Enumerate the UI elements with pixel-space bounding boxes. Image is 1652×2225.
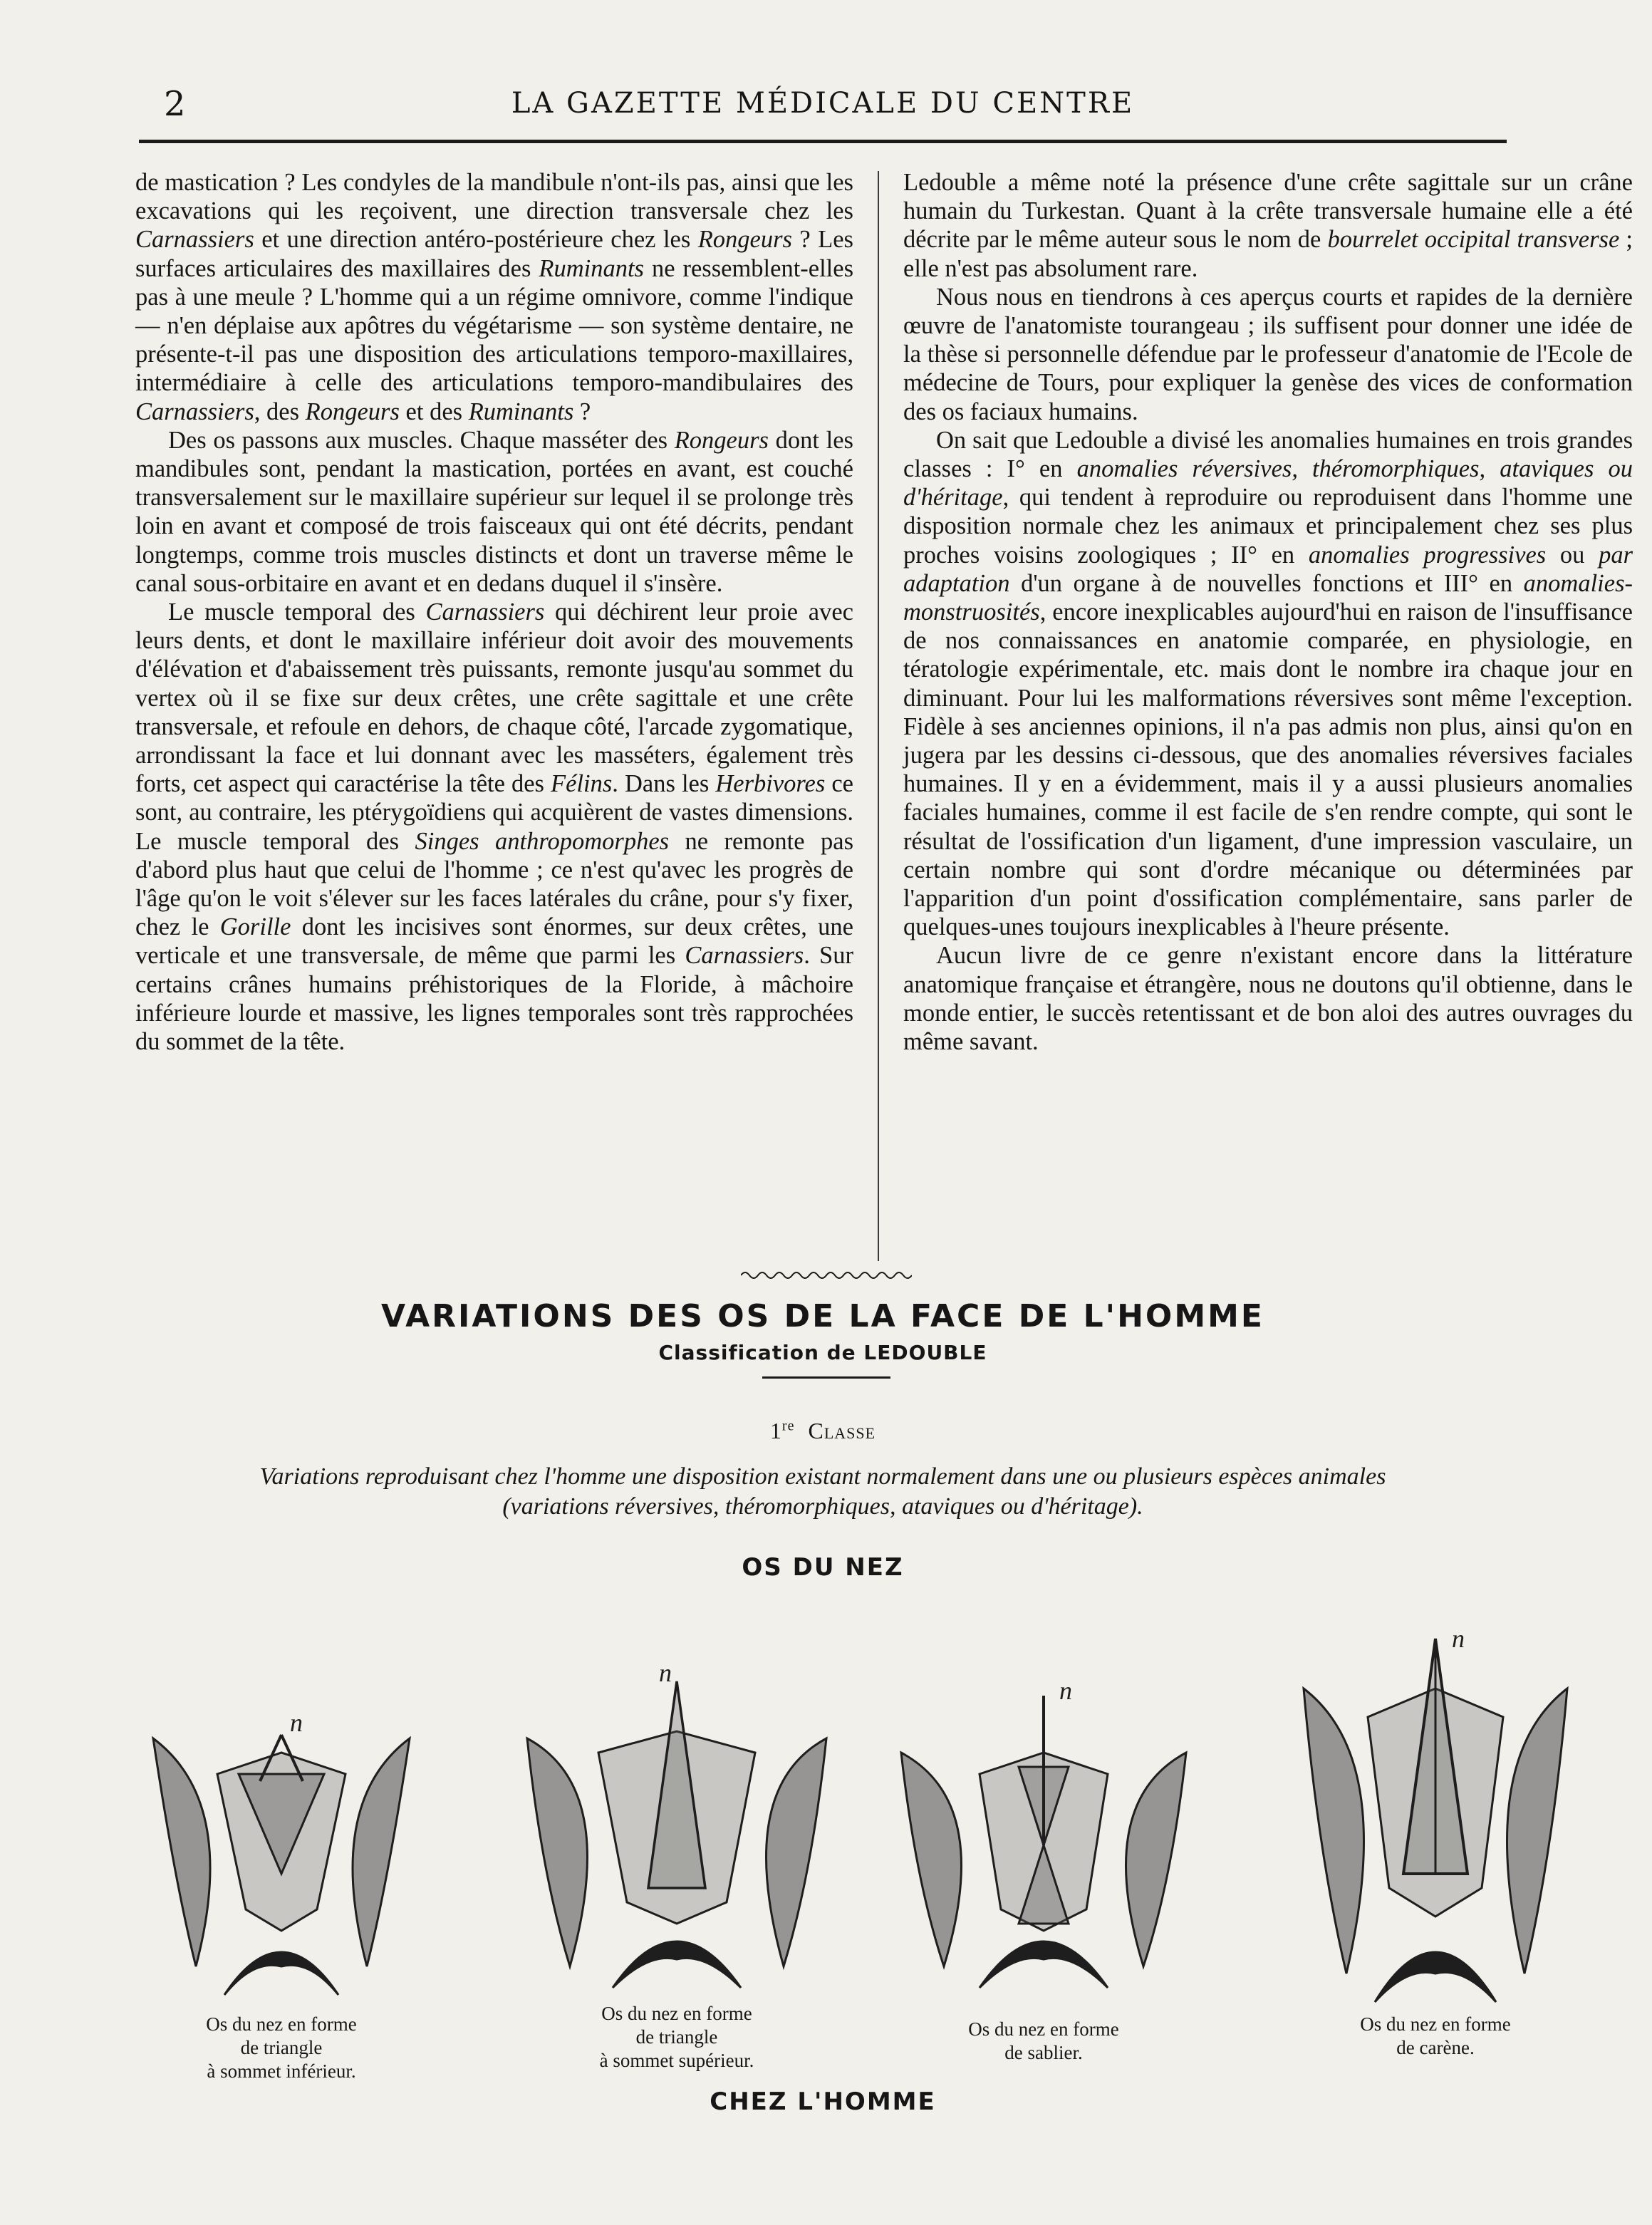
figure-label-n: n bbox=[1452, 1624, 1465, 1653]
figure-label-n: n bbox=[659, 1660, 672, 1687]
wavy-ornament bbox=[741, 1270, 912, 1281]
figure-caption-2: Os du nez en forme de triangle à sommet supérieur. bbox=[599, 2003, 754, 2071]
figure-sablier bbox=[880, 1667, 1207, 2080]
text-run: dont les incisives sont énormes, sur deux crêtes, une verticale et une transversale, de même que parmi les bbox=[135, 913, 853, 970]
paragraph bbox=[903, 168, 1633, 283]
italic-term: Carnassiers bbox=[685, 942, 804, 970]
nasal-bone-drawing-2 bbox=[513, 1660, 841, 2002]
text-run: qui déchirent leur proie avec leurs dents, et dont le maxillaire inférieur doit avoir des mouvements d'élévation et d'abaissement très puissants, remonte jusqu'au sommet du vertex où il se fixe sur deux crêtes, une crête sagittale et une crête transversale, et refoule en dehors, de chaque côté, l'arcade zygomatique, arrondissant la face et lui donnant avec les masséters, également très forts, cet aspect qui caractérise la tête des bbox=[135, 598, 853, 798]
italic-term: bourrelet occipital transverse bbox=[1327, 226, 1620, 254]
classe-superscript: re bbox=[781, 1418, 795, 1434]
text-run: d'un organe à de nouvelles fonctions et III° en bbox=[1009, 569, 1524, 597]
paragraph bbox=[903, 283, 1633, 426]
italic-term: Rongeurs bbox=[697, 226, 792, 254]
italic-term: anomalies progressives bbox=[1308, 541, 1547, 569]
nasal-bone-drawing-4 bbox=[1282, 1617, 1589, 2009]
nasal-bone-drawing-3 bbox=[880, 1667, 1207, 1995]
text-run: On sait que Ledouble a divisé les anomalies humaines en trois grandes classes : I° en bbox=[903, 426, 1633, 483]
italic-term: Félins bbox=[551, 770, 613, 798]
italic-term: Ruminants bbox=[539, 254, 644, 282]
figure-carene bbox=[1282, 1617, 1589, 2080]
section-rule bbox=[762, 1376, 890, 1379]
figure-caption-4: Os du nez en forme de carène. bbox=[1360, 2013, 1511, 2058]
figure-label-n: n bbox=[1059, 1676, 1072, 1705]
page-header bbox=[142, 84, 1503, 134]
page-number: 2 bbox=[164, 84, 186, 124]
right-column bbox=[903, 168, 1633, 1056]
text-run: Le muscle temporal des bbox=[168, 598, 426, 626]
figure-caption-3: Os du nez en forme de sablier. bbox=[968, 2018, 1119, 2063]
paragraph bbox=[135, 598, 853, 1056]
text-run: . Dans les bbox=[612, 770, 716, 798]
text-run: , des bbox=[254, 398, 306, 425]
classe-number: 1 bbox=[769, 1418, 782, 1443]
figure-label-n: n bbox=[290, 1708, 303, 1737]
italic-term: Rongeurs bbox=[305, 398, 400, 425]
figure-triangle-superieur bbox=[513, 1660, 841, 2080]
text-run: ? bbox=[573, 398, 591, 425]
italic-term: Rongeurs bbox=[674, 426, 769, 454]
classe-heading bbox=[139, 1418, 1507, 1444]
text-run: dont les mandibules sont, pendant la mastication, portées en avant, est couché transversalement sur le maxillaire supérieur sur lequel il se prolonge très loin en avant et composé de trois faisceaux qui ont été décrits, pendant longtemps, comme trois muscles distincts et dont un traverse même le canal sous-orbitaire en avant et en dedans duquel il s'insère. bbox=[135, 426, 853, 597]
text-run: ? Les surfaces articulaires des maxillaires des bbox=[135, 226, 853, 282]
italic-term: Ruminants bbox=[468, 398, 574, 425]
italic-term: Carnassiers bbox=[135, 226, 254, 254]
classe-description-line-1: Variations reproduisant chez l'homme une disposition existant normalement dans une ou plusieurs espèces animales bbox=[259, 1463, 1386, 1490]
section-title: VARIATIONS DES OS DE LA FACE DE L'HOMME bbox=[381, 1298, 1264, 1334]
text-run: Ledouble a même noté la présence d'une crête sagittale sur un crâne humain du Turkestan. Quant à la crête transversale humaine elle a été décrite par le même auteur sous le nom de bbox=[903, 169, 1633, 254]
classe-description bbox=[142, 1462, 1503, 1522]
text-run: et une direction antéro-postérieure chez les bbox=[254, 226, 698, 254]
italic-term: anomalies-monstruosités bbox=[903, 569, 1633, 626]
italic-term: par adaptation bbox=[903, 541, 1633, 597]
text-run: ce sont, au contraire, les ptérygoïdiens qui acquièrent de vastes dimensions. Le muscle temporal des bbox=[135, 770, 853, 855]
left-column bbox=[135, 168, 853, 1056]
paragraph bbox=[135, 168, 853, 426]
nasal-bone-drawing-1 bbox=[132, 1696, 431, 2009]
italic-term: Singes anthropomorphes bbox=[415, 827, 670, 855]
section-subtitle: Classification de LEDOUBLE bbox=[658, 1341, 987, 1364]
italic-term: anomalies réversives, théromorphiques, ataviques ou d'héritage bbox=[903, 455, 1633, 512]
text-run: ; elle n'est pas absolument rare. bbox=[903, 226, 1633, 282]
text-run: . Sur certains crânes humains préhistoriques de la Floride, à mâchoire inférieure lourde et massive, les lignes temporales sont très rapprochées du sommet de la tête. bbox=[135, 942, 853, 1056]
text-run: ne ressemblent-elles pas à une meule ? L'homme qui a un régime omnivore, comme l'indique — n'en déplaise aux apôtres du végétarisme — son système dentaire, ne présente-t-il pas une disposition des articulations temporo-maxillaires, intermédiaire à celle des articulations temporo-mandibulaires des bbox=[135, 254, 853, 397]
os-du-nez-heading: OS DU NEZ bbox=[742, 1553, 904, 1582]
italic-term: Carnassiers bbox=[135, 398, 254, 425]
chez-lhomme-heading: CHEZ L'HOMME bbox=[710, 2087, 936, 2116]
text-run: , encore inexplicables aujourd'hui en raison de l'insuffisance de nos connaissances en anatomie comparée, en physiologie, en tératologie expérimentale, etc. mais dont le nombre ira chaque jour en diminuant. Pour lui les malformations réversives sont même l'exception. Fidèle à ses anciennes opinions, il n'a pas admis non plus, ainsi qu'on en jugera par les dessins ci-dessous, que des anomalies réversives faciales humaines. Il y en a évidemment, mais il y a aussi plusieurs anomalies faciales humaines, comme il est facile de s'en rendre compte, qui sont le résultat de l'ossification d'un ligament, d'une impression vasculaire, un certain nombre qui sont d'ordre mécanique ou déterminées par l'apparition d'un point d'ossification complémentaire, sans parler de quelques-unes toujours inexplicables à l'heure présente. bbox=[903, 598, 1633, 941]
text-run: Des os passons aux muscles. Chaque masséter des bbox=[168, 426, 675, 454]
italic-term: Gorille bbox=[219, 913, 291, 941]
text-run: ne remonte pas d'abord plus haut que celui de l'homme ; ce n'est qu'avec les progrès de l'âge qu'on le voit s'élever sur les faces latérales du crâne, pour s'y fixer, chez le bbox=[135, 827, 853, 941]
running-title: LA GAZETTE MÉDICALE DU CENTRE bbox=[511, 87, 1135, 120]
figure-caption-1: Os du nez en forme de triangle à sommet inférieur. bbox=[206, 2013, 357, 2082]
text-run: Aucun livre de ce genre n'existant encore dans la littérature anatomique française et étrangère, nous ne doutons qu'il obtienne, dans le monde entier, le succès retentissant et de bon aloi des autres ouvrages du même savant. bbox=[903, 942, 1633, 1056]
paragraph bbox=[903, 941, 1633, 1056]
text-run: et des bbox=[399, 398, 469, 425]
text-run: ou bbox=[1546, 541, 1599, 569]
italic-term: Herbivores bbox=[715, 770, 826, 798]
text-run: Nous nous en tiendrons à ces aperçus courts et rapides de la dernière œuvre de l'anatomiste tourangeau ; ils suffisent pour donner une idée de la thèse si personnelle défendue par le professeur d'anatomie de l'Ecole de médecine de Tours, pour expliquer la genèse des vices de conformation des os faciaux humains. bbox=[903, 283, 1633, 425]
figure-triangle-inferieur bbox=[132, 1696, 431, 2080]
classe-description-line-2: (variations réversives, théromorphiques, ataviques ou d'héritage). bbox=[502, 1493, 1143, 1520]
column-divider bbox=[878, 171, 879, 1261]
text-run: de mastication ? Les condyles de la mandibule n'ont-ils pas, ainsi que les excavations qui les reçoivent, une direction transversale chez les bbox=[135, 169, 853, 225]
paragraph bbox=[135, 426, 853, 598]
italic-term: Carnassiers bbox=[425, 598, 545, 626]
text-run: , qui tendent à reproduire ou reproduisent dans l'homme une disposition normale chez les animaux et principalement chez ses plus proches voisins zoologiques ; II° en bbox=[903, 484, 1633, 569]
header-rule bbox=[139, 140, 1507, 143]
classe-word: Classe bbox=[808, 1418, 876, 1443]
paragraph bbox=[903, 426, 1633, 942]
